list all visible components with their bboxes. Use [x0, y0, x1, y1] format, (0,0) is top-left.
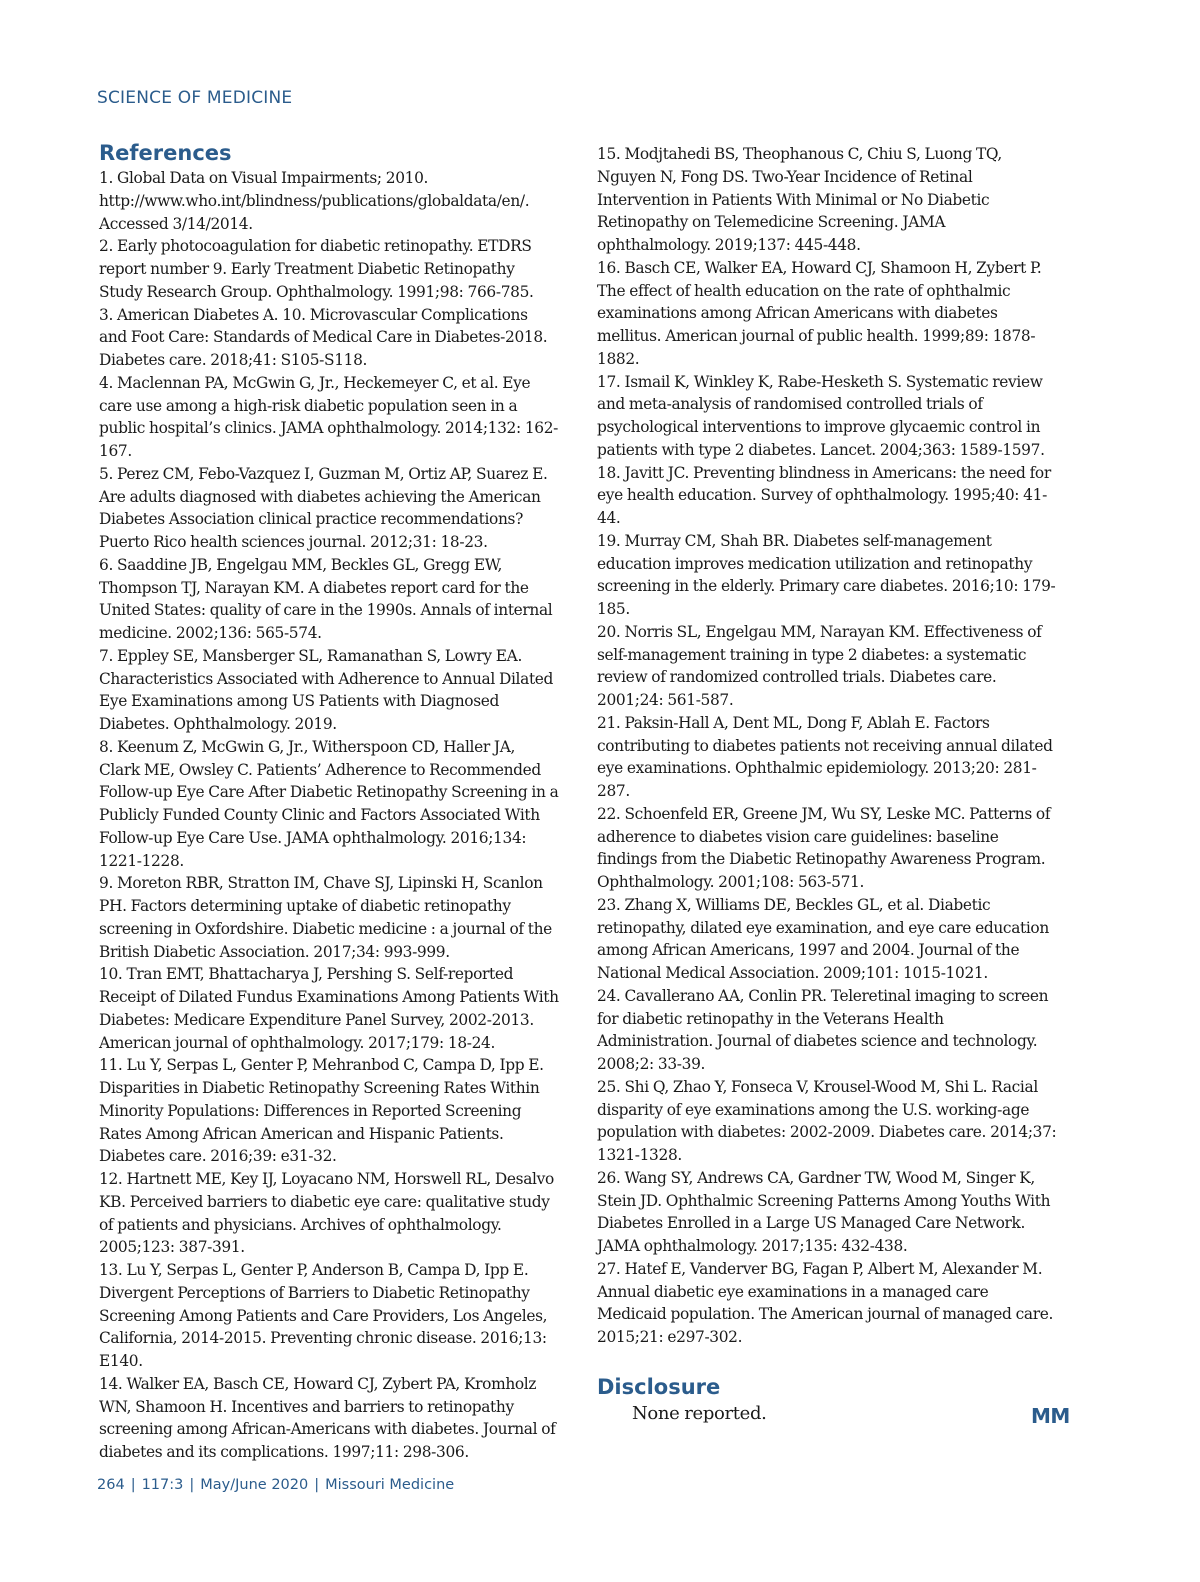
reference-item: 25. Shi Q, Zhao Y, Fonseca V, Krousel-Wood M, Shi L. Racial disparity of eye examinations among the U.S. working-age population with diabetes: 2002-2009. Diabetes care. 2014;37: 1321-1328.: [597, 1077, 1057, 1164]
footer-page-number: 264: [97, 1477, 125, 1493]
reference-item: 11. Lu Y, Serpas L, Genter P, Mehranbod C, Campa D, Ipp E. Disparities in Diabetic Retinopathy Screening Rates Within Minority Populations: Differences in Reported Screening Rates Among African American and Hispanic Patients. Diabetes care. 2016;39: e31-32.: [99, 1056, 544, 1166]
reference-item: 4. Maclennan PA, McGwin G, Jr., Heckemeyer C, et al. Eye care use among a high-risk diabetic population seen in a public hospital’s clinics. JAMA ophthalmology. 2014;132: 162-167.: [99, 373, 559, 460]
missouri-medicine-logo: MM: [1031, 1404, 1070, 1428]
reference-item: 9. Moreton RBR, Stratton IM, Chave SJ, Lipinski H, Scanlon PH. Factors determining uptake of diabetic retinopathy screening in Oxfordshire. Diabetic medicine : a journal of the British Diabetic Association. 2017;34: 993-999.: [99, 874, 552, 961]
disclosure-section: [597, 1373, 1057, 1427]
references-column-right: [597, 143, 1057, 1427]
reference-item: 24. Cavallerano AA, Conlin PR. Teleretinal imaging to screen for diabetic retinopathy in the Veterans Health Administration. Journal of diabetes science and technology. 2008;2: 33-39.: [597, 986, 1049, 1073]
reference-item: 12. Hartnett ME, Key IJ, Loyacano NM, Horswell RL, Desalvo KB. Perceived barriers to diabetic eye care: qualitative study of patients and physicians. Archives of ophthalmology. 2005;123: 387-391.: [99, 1170, 554, 1257]
reference-item: 19. Murray CM, Shah BR. Diabetes self-management education improves medication utilization and retinopathy screening in the elderly. Primary care diabetes. 2016;10: 179-185.: [597, 531, 1056, 618]
references-column-left: [99, 139, 559, 1464]
footer-separator: |: [314, 1477, 320, 1493]
reference-item: 16. Basch CE, Walker EA, Howard CJ, Shamoon H, Zybert P. The effect of health education on the rate of ophthalmic examinations among African Americans with diabetes mellitus. American journal of public health. 1999;89: 1878-1882.: [597, 258, 1042, 368]
reference-item: 20. Norris SL, Engelgau MM, Narayan KM. Effectiveness of self-management training in type 2 diabetes: a systematic review of randomized controlled trials. Diabetes care. 2001;24: 561-587.: [597, 622, 1042, 709]
page-footer: [97, 1477, 454, 1493]
reference-item: 7. Eppley SE, Mansberger SL, Ramanathan S, Lowry EA. Characteristics Associated with Adherence to Annual Dilated Eye Examinations among US Patients with Diagnosed Diabetes. Ophthalmology. 2019.: [99, 646, 554, 733]
reference-item: 5. Perez CM, Febo-Vazquez I, Guzman M, Ortiz AP, Suarez E. Are adults diagnosed with diabetes achieving the American Diabetes Association clinical practice recommendations? Puerto Rico health sciences journal. 2012;31: 18-23.: [99, 464, 548, 551]
footer-separator: |: [130, 1477, 136, 1493]
footer-date: May/June 2020: [200, 1477, 309, 1493]
reference-item: 15. Modjtahedi BS, Theophanous C, Chiu S, Luong TQ, Nguyen N, Fong DS. Two-Year Incidence of Retinal Intervention in Patients With Minimal or No Diabetic Retinopathy on Telemedicine Screening. JAMA ophthalmology. 2019;137: 445-448.: [597, 145, 1002, 254]
reference-item: 22. Schoenfeld ER, Greene JM, Wu SY, Leske MC. Patterns of adherence to diabetes vision care guidelines: baseline findings from the Diabetic Retinopathy Awareness Program. Ophthalmology. 2001;108: 563-571.: [597, 804, 1051, 891]
section-label: SCIENCE OF MEDICINE: [97, 88, 293, 108]
reference-item: 14. Walker EA, Basch CE, Howard CJ, Zybert PA, Kromholz WN, Shamoon H. Incentives and barriers to retinopathy screening among African-Americans with diabetes. Journal of diabetes and its complications. 1997;11: 298-306.: [99, 1374, 556, 1461]
reference-item: 13. Lu Y, Serpas L, Genter P, Anderson B, Campa D, Ipp E. Divergent Perceptions of Barriers to Diabetic Retinopathy Screening Among Patients and Care Providers, Los Angeles, California, 2014-2015. Preventing chronic disease. 2016;13: E140.: [99, 1261, 548, 1370]
reference-item: 2. Early photocoagulation for diabetic retinopathy. ETDRS report number 9. Early Treatment Diabetic Retinopathy Study Research Group. Ophthalmology. 1991;98: 766-785.: [99, 237, 534, 301]
reference-item: 10. Tran EMT, Bhattacharya J, Pershing S. Self-reported Receipt of Dilated Fundus Examinations Among Patients With Diabetes: Medicare Expenditure Panel Survey, 2002-2013. American journal of ophthalmology. 2017;179: 18-24.: [99, 965, 559, 1052]
reference-item: 17. Ismail K, Winkley K, Rabe-Hesketh S. Systematic review and meta-analysis of randomised controlled trials of psychological interventions to improve glycaemic control in patients with type 2 diabetes. Lancet. 2004;363: 1589-1597.: [597, 372, 1045, 459]
references-heading: References: [99, 141, 232, 165]
reference-item: 18. Javitt JC. Preventing blindness in Americans: the need for eye health education. Survey of ophthalmology. 1995;40: 41-44.: [597, 463, 1051, 527]
reference-item: 23. Zhang X, Williams DE, Beckles GL, et al. Diabetic retinopathy, dilated eye examination, and eye care education among African Americans, 1997 and 2004. Journal of the National Medical Association. 2009;101: 1015-1021.: [597, 895, 1049, 982]
footer-issue: 117:3: [141, 1477, 184, 1493]
footer-separator: |: [189, 1477, 195, 1493]
reference-item: 21. Paksin-Hall A, Dent ML, Dong F, Ablah E. Factors contributing to diabetes patients not receiving annual dilated eye examinations. Ophthalmic epidemiology. 2013;20: 281-287.: [597, 713, 1053, 800]
reference-item: 8. Keenum Z, McGwin G, Jr., Witherspoon CD, Haller JA, Clark ME, Owsley C. Patients’ Adherence to Recommended Follow-up Eye Care After Diabetic Retinopathy Screening in a Publicly Funded County Clinic and Factors Associated With Follow-up Eye Care Use. JAMA ophthalmology. 2016;134: 1221-1228.: [99, 737, 559, 870]
reference-item: 26. Wang SY, Andrews CA, Gardner TW, Wood M, Singer K, Stein JD. Ophthalmic Screening Patterns Among Youths With Diabetes Enrolled in a Large US Managed Care Network. JAMA ophthalmology. 2017;135: 432-438.: [597, 1168, 1051, 1255]
reference-item: 3. American Diabetes A. 10. Microvascular Complications and Foot Care: Standards of Medical Care in Diabetes-2018. Diabetes care. 2018;41: S105-S118.: [99, 305, 548, 369]
reference-item: 6. Saaddine JB, Engelgau MM, Beckles GL, Gregg EW, Thompson TJ, Narayan KM. A diabetes report card for the United States: quality of care in the 1990s. Annals of internal medicine. 2002;136: 565-574.: [99, 555, 553, 642]
disclosure-heading: Disclosure: [597, 1374, 721, 1399]
disclosure-text: None reported.: [632, 1402, 767, 1424]
footer-journal: Missouri Medicine: [325, 1477, 455, 1493]
reference-item: 1. Global Data on Visual Impairments; 2010. http://www.who.int/blindness/publications/globaldata/en/. Accessed 3/14/2014.: [99, 169, 530, 233]
reference-item: 27. Hatef E, Vanderver BG, Fagan P, Albert M, Alexander M. Annual diabetic eye examinations in a managed care Medicaid population. The American journal of managed care. 2015;21: e297-302.: [597, 1259, 1054, 1346]
